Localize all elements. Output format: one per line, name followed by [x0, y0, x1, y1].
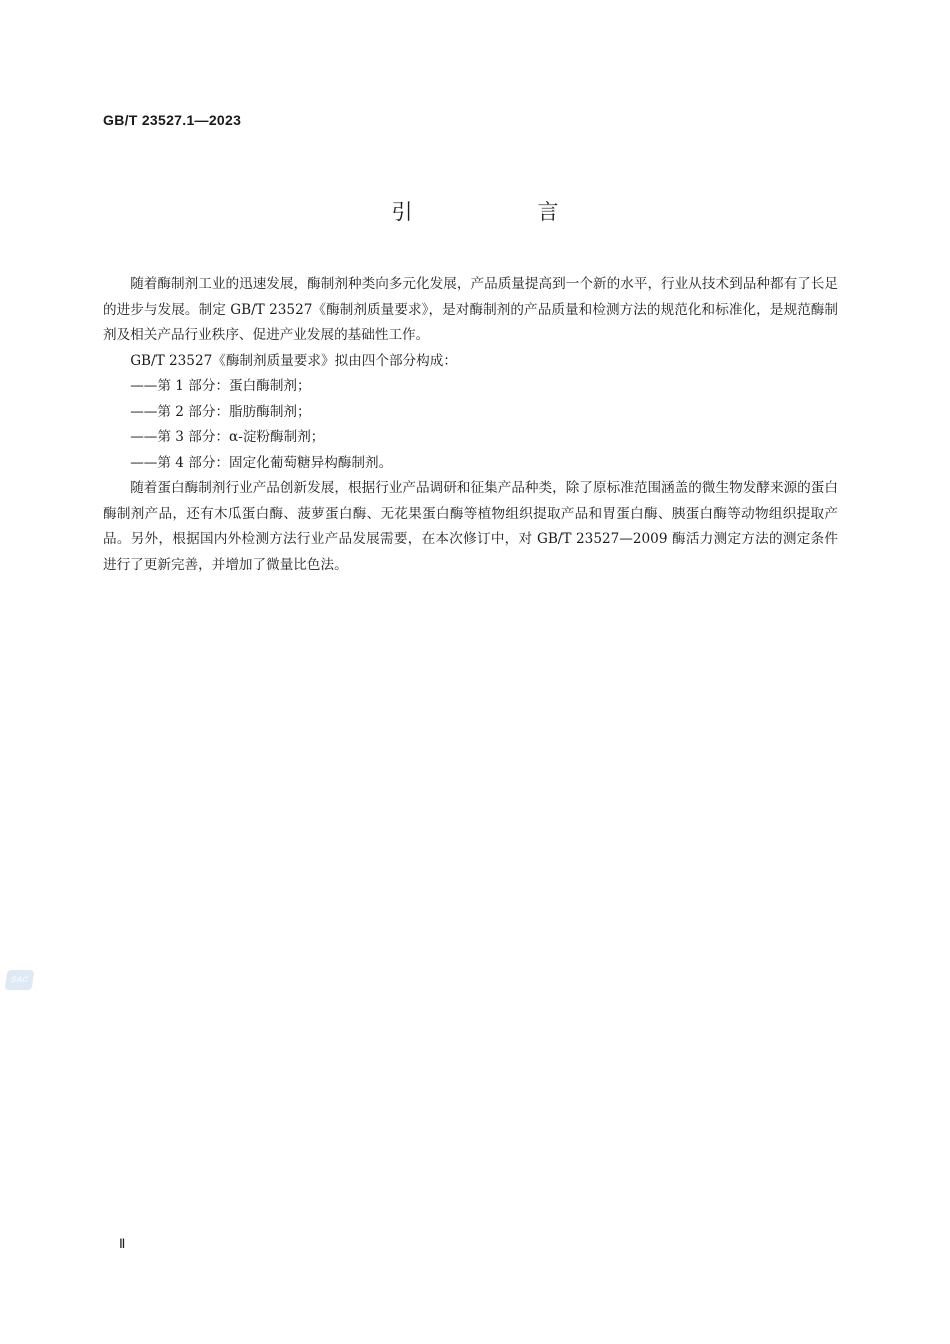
section-title: 引 言 [391, 200, 611, 224]
paragraph-structure: GB/T 23527《酶制剂质量要求》拟由四个部分构成： [130, 352, 457, 369]
page-number: Ⅱ [119, 1236, 126, 1251]
list-item-part-4: ——第 4 部分：固定化葡萄糖异构酶制剂。 [130, 454, 393, 471]
list-item-part-3: ——第 3 部分：α-淀粉酶制剂； [130, 429, 325, 445]
list-item-part-2: ——第 2 部分：脂肪酶制剂； [130, 403, 311, 420]
sac-watermark-icon: SAC [5, 970, 35, 990]
paragraph-revision: 随着蛋白酶制剂行业产品创新发展，根据行业产品调研和征集产品种类，除了原标准范围涵盖的微生物发酵来源的蛋白酶制剂产品，还有木瓜蛋白酶、菠萝蛋白酶、无花果蛋白酶等植物组织提取产品和胃蛋白酶、胰蛋白酶等动物组织提取产品。另外，根据国内外检测方法行业产品发展需要，在本次修订中，对 GB/T 23527—2009 酶活力测定方法的测定条件进行了更新完善，并增加了微量比色法。 [103, 480, 838, 573]
introduction-body [103, 272, 838, 578]
standard-code: GB/T 23527.1—2023 [103, 112, 242, 128]
list-item-part-1: ——第 1 部分：蛋白酶制剂； [130, 378, 311, 394]
paragraph-background: 随着酶制剂工业的迅速发展，酶制剂种类向多元化发展，产品质量提高到一个新的水平，行业从技术到品种都有了长足的进步与发展。制定 GB/T 23527《酶制剂质量要求》，是对酶制剂的产品质量和检测方法的规范化和标准化，是规范酶制剂及相关产品行业秩序、促进产业发展的基础性工作。 [103, 276, 838, 343]
